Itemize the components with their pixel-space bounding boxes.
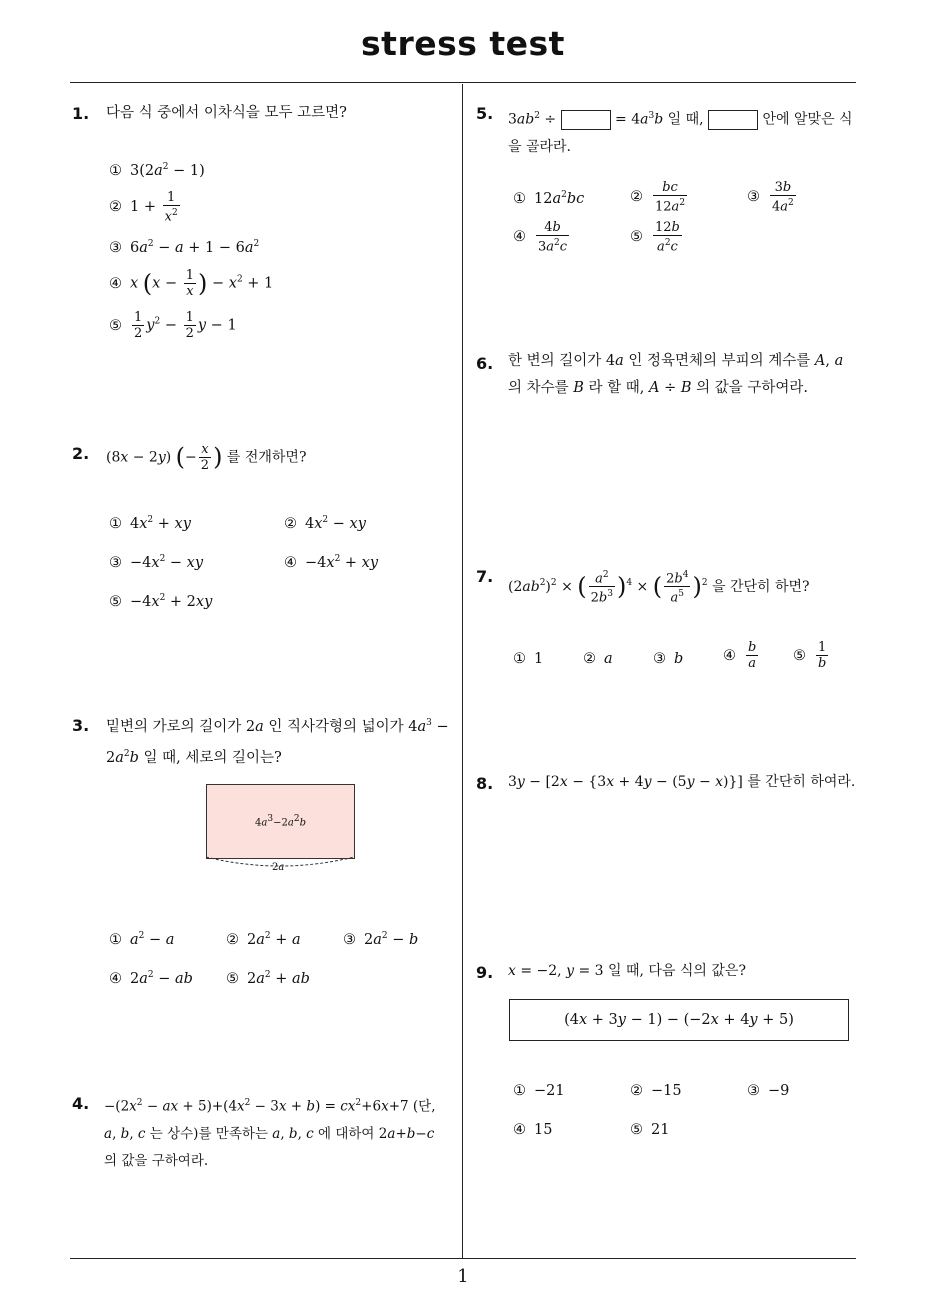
rectangle-figure: $4a^3-2a^2b$ xyxy=(206,784,355,859)
question-4-number: 4. xyxy=(72,1094,90,1113)
option-value: −21 xyxy=(534,1083,565,1099)
q7-option-5[interactable]: ⑤ $\frac{1}{b}$ xyxy=(793,640,827,671)
page-title: stress test xyxy=(361,24,565,63)
q7-option-2[interactable]: ② a xyxy=(583,651,613,667)
question-2-number: 2. xyxy=(72,444,90,463)
q1-option-5[interactable]: ⑤ $\frac{1}{2}$ $y^2$ − $\frac{1}{2}$ y − 1 xyxy=(109,310,237,341)
q5-option-2[interactable]: ② $\frac{bc}{12a^2}$ xyxy=(630,180,686,215)
q5-option-4[interactable]: ④ $\frac{4b}{3a^2c}$ xyxy=(513,220,568,255)
q1-option-2[interactable]: ② 1 + $\frac{1}{x^2}$ xyxy=(109,190,178,225)
option-marker: ① xyxy=(109,162,122,179)
page-number: 1 xyxy=(457,1266,469,1287)
question-9-number: 9. xyxy=(476,963,494,982)
q2-option-2[interactable]: ② $4x^2$ − xy xyxy=(284,515,366,532)
option-marker: ④ xyxy=(513,229,526,246)
question-8-number: 8. xyxy=(476,774,494,793)
question-1-number: 1. xyxy=(72,104,90,123)
option-marker: ④ xyxy=(109,275,122,292)
question-7-number: 7. xyxy=(476,567,494,586)
width-label: 2a xyxy=(272,862,285,873)
option-marker: ⑤ xyxy=(226,970,239,987)
q9-option-3[interactable] xyxy=(747,1083,789,1099)
option-marker: ② xyxy=(630,189,643,206)
option-value: 15 xyxy=(534,1122,553,1138)
answer-blank xyxy=(561,110,611,130)
q2-option-4[interactable]: ④ $-4x^2$ + xy xyxy=(284,554,379,571)
option-marker: ① xyxy=(513,190,526,207)
option-marker: ② xyxy=(583,651,596,667)
option-marker: ② xyxy=(630,1083,643,1099)
q2-option-3[interactable]: ③ $-4x^2$ − xy xyxy=(109,554,204,571)
q9-option-1[interactable] xyxy=(513,1083,565,1099)
bottom-rule xyxy=(70,1258,856,1259)
top-rule xyxy=(70,82,856,83)
question-2-text: (8x − 2y) (− $\frac{x}{2}$ ) 를 전개하면? xyxy=(106,442,307,473)
option-marker: ① xyxy=(109,515,122,532)
question-8-text: 3y − [2x − {3x + 4y − (5y − x)}] 를 간단히 하여라. xyxy=(508,774,856,790)
q3-option-3[interactable]: ③ $2a^2 - b$ xyxy=(343,931,419,948)
q7-option-4[interactable]: ④ $\frac{b}{a}$ xyxy=(723,640,757,671)
q1-option-1[interactable]: ① $3(2a^2 - 1)$ xyxy=(109,162,205,179)
q9-option-4[interactable] xyxy=(513,1122,552,1138)
option-marker: ⑤ xyxy=(630,1122,643,1138)
option-marker: ③ xyxy=(109,239,122,256)
q3-option-1[interactable]: ① $a^2 - a$ xyxy=(109,931,175,948)
q2-option-1[interactable]: ① $4x^2$ + xy xyxy=(109,515,191,532)
option-marker: ③ xyxy=(343,931,356,948)
q9-option-2[interactable] xyxy=(630,1083,682,1099)
option-marker: ④ xyxy=(284,554,297,571)
question-4-text: $-(2x^2$ − ax + $5)+(4x^2 - 3x + b) = cx^2+6x+7$ (단, a, b, c 는 상수)를 만족하는 a, b, c 에 대하여 2a+b−c 의 값을 구하여라. xyxy=(104,1098,436,1169)
question-1-text: 다음 식 중에서 이차식을 모두 고르면? xyxy=(106,105,347,121)
q7-option-3[interactable]: ③ b xyxy=(653,651,684,667)
q5-option-3[interactable]: ③ $\frac{3b}{4a^2}$ xyxy=(747,180,794,215)
q9-expression-box: (4x + 3y − 1) − (−2x + 4y + 5) xyxy=(509,999,849,1041)
q2-option-5[interactable]: ⑤ $-4x^2 + 2xy$ xyxy=(109,593,213,610)
q3-option-5[interactable]: ⑤ $2a^2$ + ab xyxy=(226,970,310,987)
question-5-number: 5. xyxy=(476,104,494,123)
question-7-text: $(2ab^2)^2$ × ( $\frac{a^2}{2b^3}$ )$^4$ × ( $\frac{2b^4}{a^5}$ )$^2$ 을 간단히 하면? xyxy=(508,570,810,606)
option-marker: ④ xyxy=(513,1122,526,1138)
option-marker: ③ xyxy=(747,1083,760,1099)
option-marker: ① xyxy=(513,1083,526,1099)
option-marker: ③ xyxy=(747,189,760,206)
option-marker: ⑤ xyxy=(109,317,122,334)
column-divider xyxy=(462,84,463,1258)
option-marker: ② xyxy=(226,931,239,948)
option-marker: ⑤ xyxy=(793,647,806,664)
question-9-text: x = −2, y = 3 일 때, 다음 식의 값은? xyxy=(508,963,746,979)
q9-option-5[interactable] xyxy=(630,1122,669,1138)
q3-option-2[interactable]: ② $2a^2 + a$ xyxy=(226,931,301,948)
option-marker: ④ xyxy=(723,647,736,664)
q5-option-5[interactable]: ⑤ $\frac{12b}{a^2c}$ xyxy=(630,220,680,255)
option-marker: ① xyxy=(109,931,122,948)
option-value: −15 xyxy=(651,1083,682,1099)
option-marker: ① xyxy=(513,651,526,667)
option-marker: ③ xyxy=(653,651,666,667)
question-6-text: 한 변의 길이가 4a 인 정육면체의 부피의 계수를 A, a 의 차수를 B 라 할 때, A ÷ B 의 값을 구하여라. xyxy=(508,353,844,396)
question-5-text: $3ab^2$ ÷ = $4a^3b$ 일 때, 안에 알맞은 식 을 골라라. xyxy=(508,111,853,155)
option-marker: ③ xyxy=(109,554,122,571)
option-marker: ⑤ xyxy=(109,593,122,610)
option-value: −9 xyxy=(768,1083,790,1099)
option-marker: ② xyxy=(109,199,122,216)
answer-blank xyxy=(708,110,758,130)
option-marker: ④ xyxy=(109,970,122,987)
question-6-number: 6. xyxy=(476,354,494,373)
option-marker: ⑤ xyxy=(630,229,643,246)
q5-option-1[interactable]: ① $12a^2bc$ xyxy=(513,190,585,207)
option-marker: ② xyxy=(284,515,297,532)
q7-option-1[interactable]: ① 1 xyxy=(513,651,544,667)
question-3-text: 밑변의 가로의 길이가 2a 인 직사각형의 넓이가 $4a^3$ − $2a^2b$ 일 때, 세로의 길이는? xyxy=(106,718,449,766)
q3-option-4[interactable]: ④ $2a^2$ − ab xyxy=(109,970,193,987)
option-value: 21 xyxy=(651,1122,670,1138)
question-3-number: 3. xyxy=(72,716,90,735)
q1-option-3[interactable]: ③ $6a^2 - a + 1 - 6a^2$ xyxy=(109,239,260,256)
q1-option-4[interactable]: ④ x (x − $\frac{1}{x}$ ) − $x^2 + 1$ xyxy=(109,268,274,299)
